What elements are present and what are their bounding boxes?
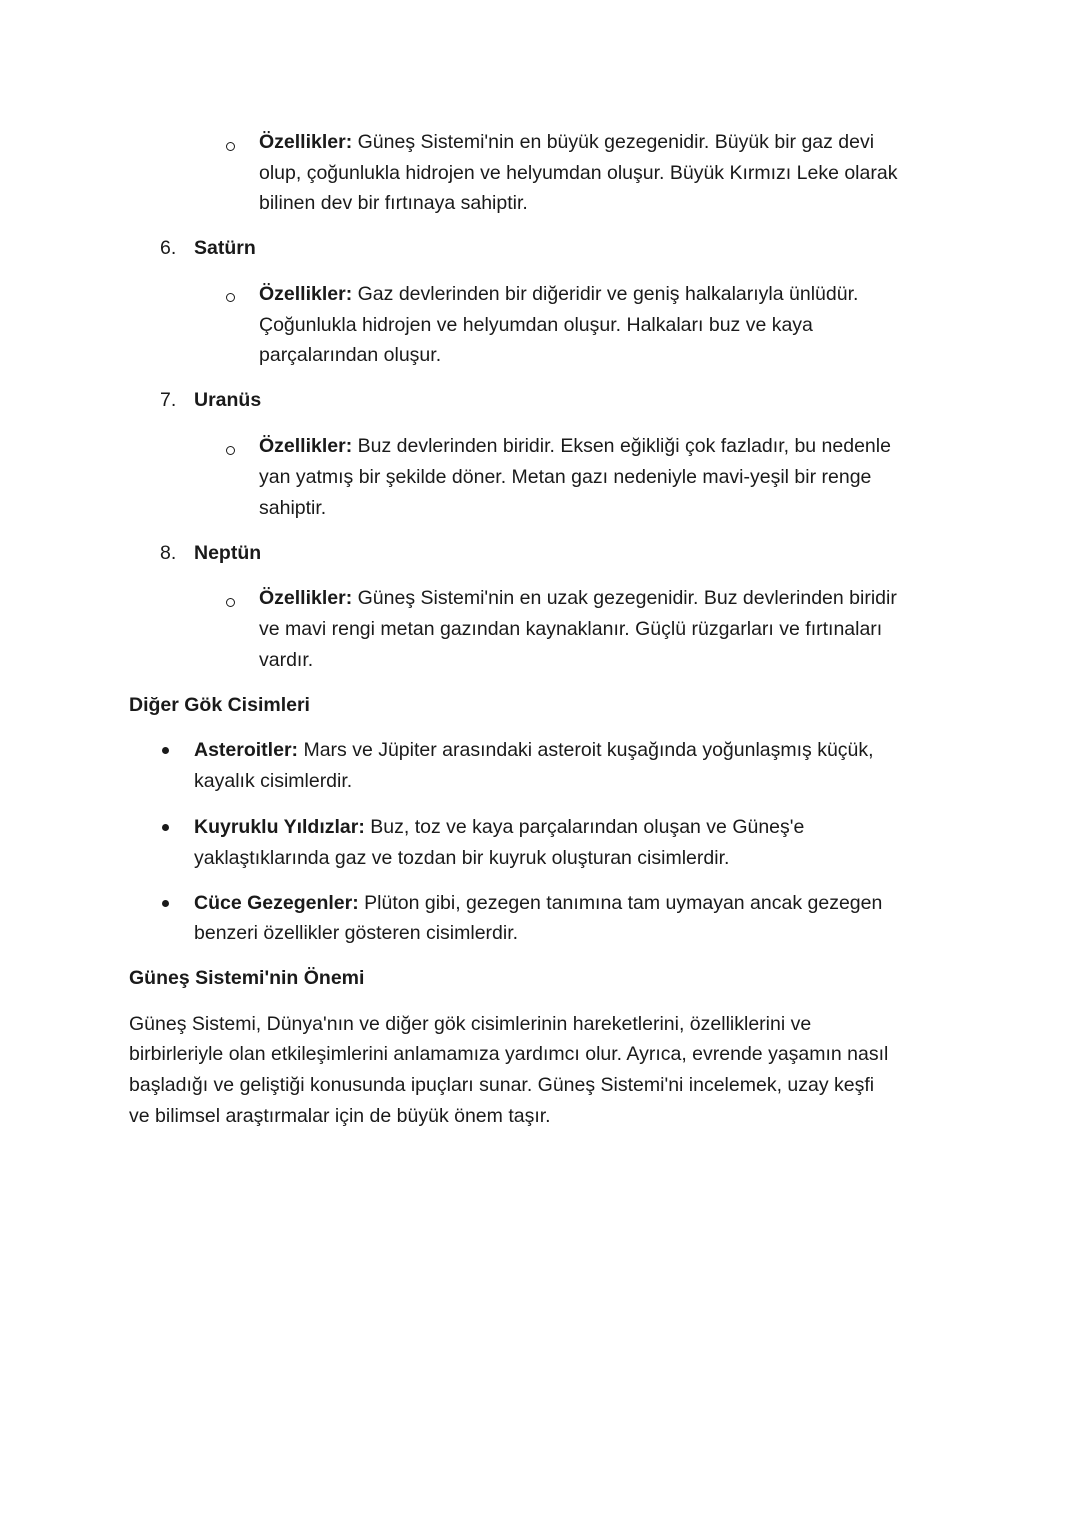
jupiter-properties-line-1: Özellikler: Güneş Sistemi'nin en büyük gezegenidir. Büyük bir gaz devi <box>259 131 875 153</box>
planet-name-saturn: Satürn <box>194 237 256 259</box>
section-heading-other-bodies: Diğer Gök Cisimleri <box>129 694 310 716</box>
bullet <box>162 824 169 831</box>
uranus-properties-line-2: yan yatmış bir şekilde döner. Metan gazı nedeniyle mavi-yeşil bir renge <box>259 466 872 488</box>
planet-name-neptune: Neptün <box>194 542 262 564</box>
list-number: 8. <box>160 542 177 564</box>
dwarf-planets-line-2: benzeri özellikler gösteren cisimlerdir. <box>194 922 519 944</box>
comets-line-2: yaklaştıklarında gaz ve tozdan bir kuyruk oluşturan cisimlerdir. <box>194 847 730 869</box>
importance-paragraph-line-2: birbirleriyle olan etkileşimlerini anlamamıza yardımcı olur. Ayrıca, evrende yaşamın nasıl <box>129 1043 889 1065</box>
comets-line-1: Kuyruklu Yıldızlar: Buz, toz ve kaya parçalarından oluşan ve Güneş'e <box>194 816 805 838</box>
jupiter-properties-line-2: olup, çoğunlukla hidrojen ve helyumdan oluşur. Büyük Kırmızı Leke olarak <box>259 162 898 184</box>
asteroids-line-2: kayalık cisimlerdir. <box>194 770 353 792</box>
saturn-properties-line-2: Çoğunlukla hidrojen ve helyumdan oluşur. Halkaları buz ve kaya <box>259 314 813 336</box>
section-heading-importance: Güneş Sistemi'nin Önemi <box>129 967 365 989</box>
list-number: 7. <box>160 389 177 411</box>
list-number: 6. <box>160 237 177 259</box>
asteroids-line-1: Asteroitler: Mars ve Jüpiter arasındaki asteroit kuşağında yoğunlaşmış küçük, <box>194 739 874 761</box>
saturn-properties-line-1: Özellikler: Gaz devlerinden bir diğeridir ve geniş halkalarıyla ünlüdür. <box>259 283 859 305</box>
sub-bullet <box>226 293 235 302</box>
sub-bullet <box>226 598 235 607</box>
uranus-properties-line-3: sahiptir. <box>259 497 327 519</box>
importance-paragraph-line-4: ve bilimsel araştırmalar için de büyük önem taşır. <box>129 1105 551 1127</box>
sub-bullet <box>226 446 235 455</box>
dwarf-planets-line-1: Cüce Gezegenler: Plüton gibi, gezegen tanımına tam uymayan ancak gezegen <box>194 892 883 914</box>
uranus-properties-line-1: Özellikler: Buz devlerinden biridir. Eksen eğikliği çok fazladır, bu nedenle <box>259 435 891 457</box>
jupiter-properties-line-3: bilinen dev bir fırtınaya sahiptir. <box>259 192 528 214</box>
neptune-properties-line-3: vardır. <box>259 649 314 671</box>
planet-name-uranus: Uranüs <box>194 389 262 411</box>
importance-paragraph-line-3: başladığı ve geliştiği konusunda ipuçları sunar. Güneş Sistemi'ni incelemek, uzay keşfi <box>129 1074 875 1096</box>
saturn-properties-line-3: parçalarından oluşur. <box>259 344 442 366</box>
bullet <box>162 747 169 754</box>
neptune-properties-line-1: Özellikler: Güneş Sistemi'nin en uzak gezegenidir. Buz devlerinden biridir <box>259 587 897 609</box>
importance-paragraph-line-1: Güneş Sistemi, Dünya'nın ve diğer gök cisimlerinin hareketlerini, özelliklerini ve <box>129 1013 812 1035</box>
sub-bullet <box>226 142 235 151</box>
bullet <box>162 900 169 907</box>
neptune-properties-line-2: ve mavi rengi metan gazından kaynaklanır. Güçlü rüzgarları ve fırtınaları <box>259 618 883 640</box>
